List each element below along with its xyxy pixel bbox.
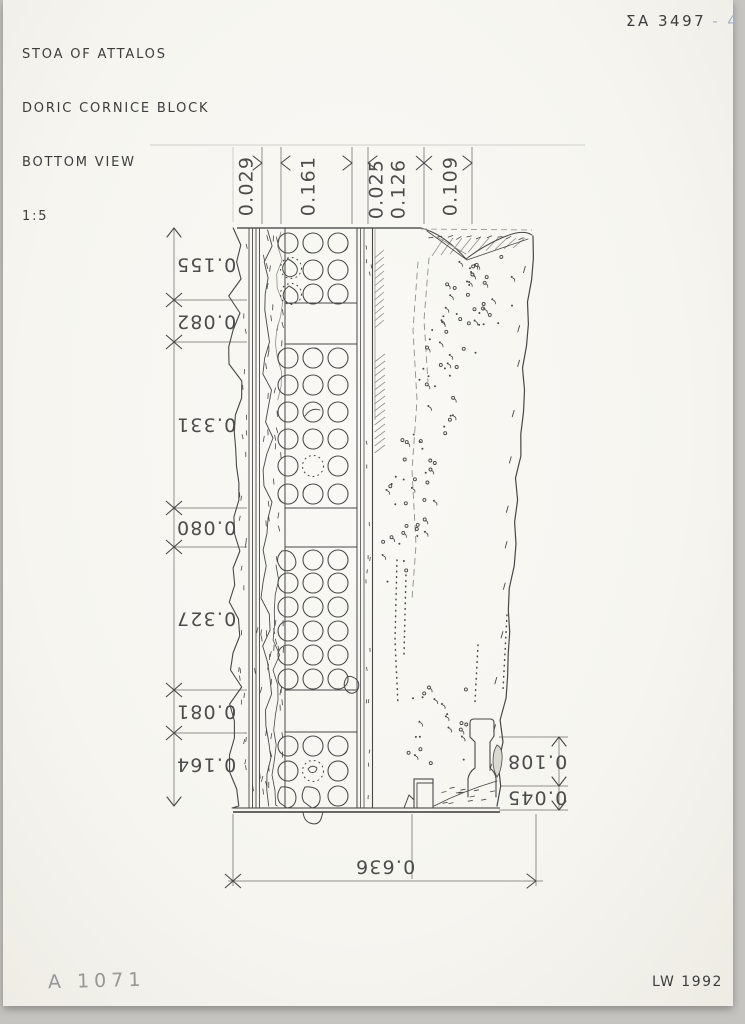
- dimension-labels: [176, 156, 567, 878]
- scale-note: 1:5: [22, 209, 49, 224]
- dim-left-3: 0.080: [175, 516, 237, 539]
- dim-left-0: 0.155: [175, 253, 237, 276]
- title-line-2: DORIC CORNICE BLOCK: [22, 101, 210, 116]
- dim-top-2: 0.025: [365, 158, 388, 220]
- dim-left-6: 0.164: [175, 753, 237, 776]
- dim-left-5: 0.081: [175, 700, 237, 723]
- catalog-suffix: - 4: [712, 12, 740, 30]
- title-line-3: BOTTOM VIEW: [22, 155, 136, 170]
- dim-left-2: 0.331: [175, 413, 237, 436]
- dim-right-0: 0.108: [506, 750, 568, 773]
- dim-top-4: 0.109: [439, 155, 462, 217]
- dim-bottom-0: 0.636: [354, 855, 416, 878]
- title-line-1: STOA OF ATTALOS: [22, 47, 167, 62]
- stone-texture: [239, 235, 526, 803]
- dim-top-3: 0.126: [387, 158, 410, 220]
- inventory-note: A 1071: [47, 968, 146, 994]
- dim-right-1: 0.045: [506, 786, 568, 809]
- catalog-prefix: ΣΑ 3497: [626, 12, 707, 30]
- dim-left-1: 0.082: [175, 310, 237, 333]
- block-linework: [229, 228, 534, 824]
- dim-top-0: 0.029: [235, 155, 258, 217]
- draftsman-credit: LW 1992: [652, 974, 723, 990]
- dim-top-1: 0.161: [297, 155, 320, 217]
- dim-left-4: 0.327: [175, 607, 237, 630]
